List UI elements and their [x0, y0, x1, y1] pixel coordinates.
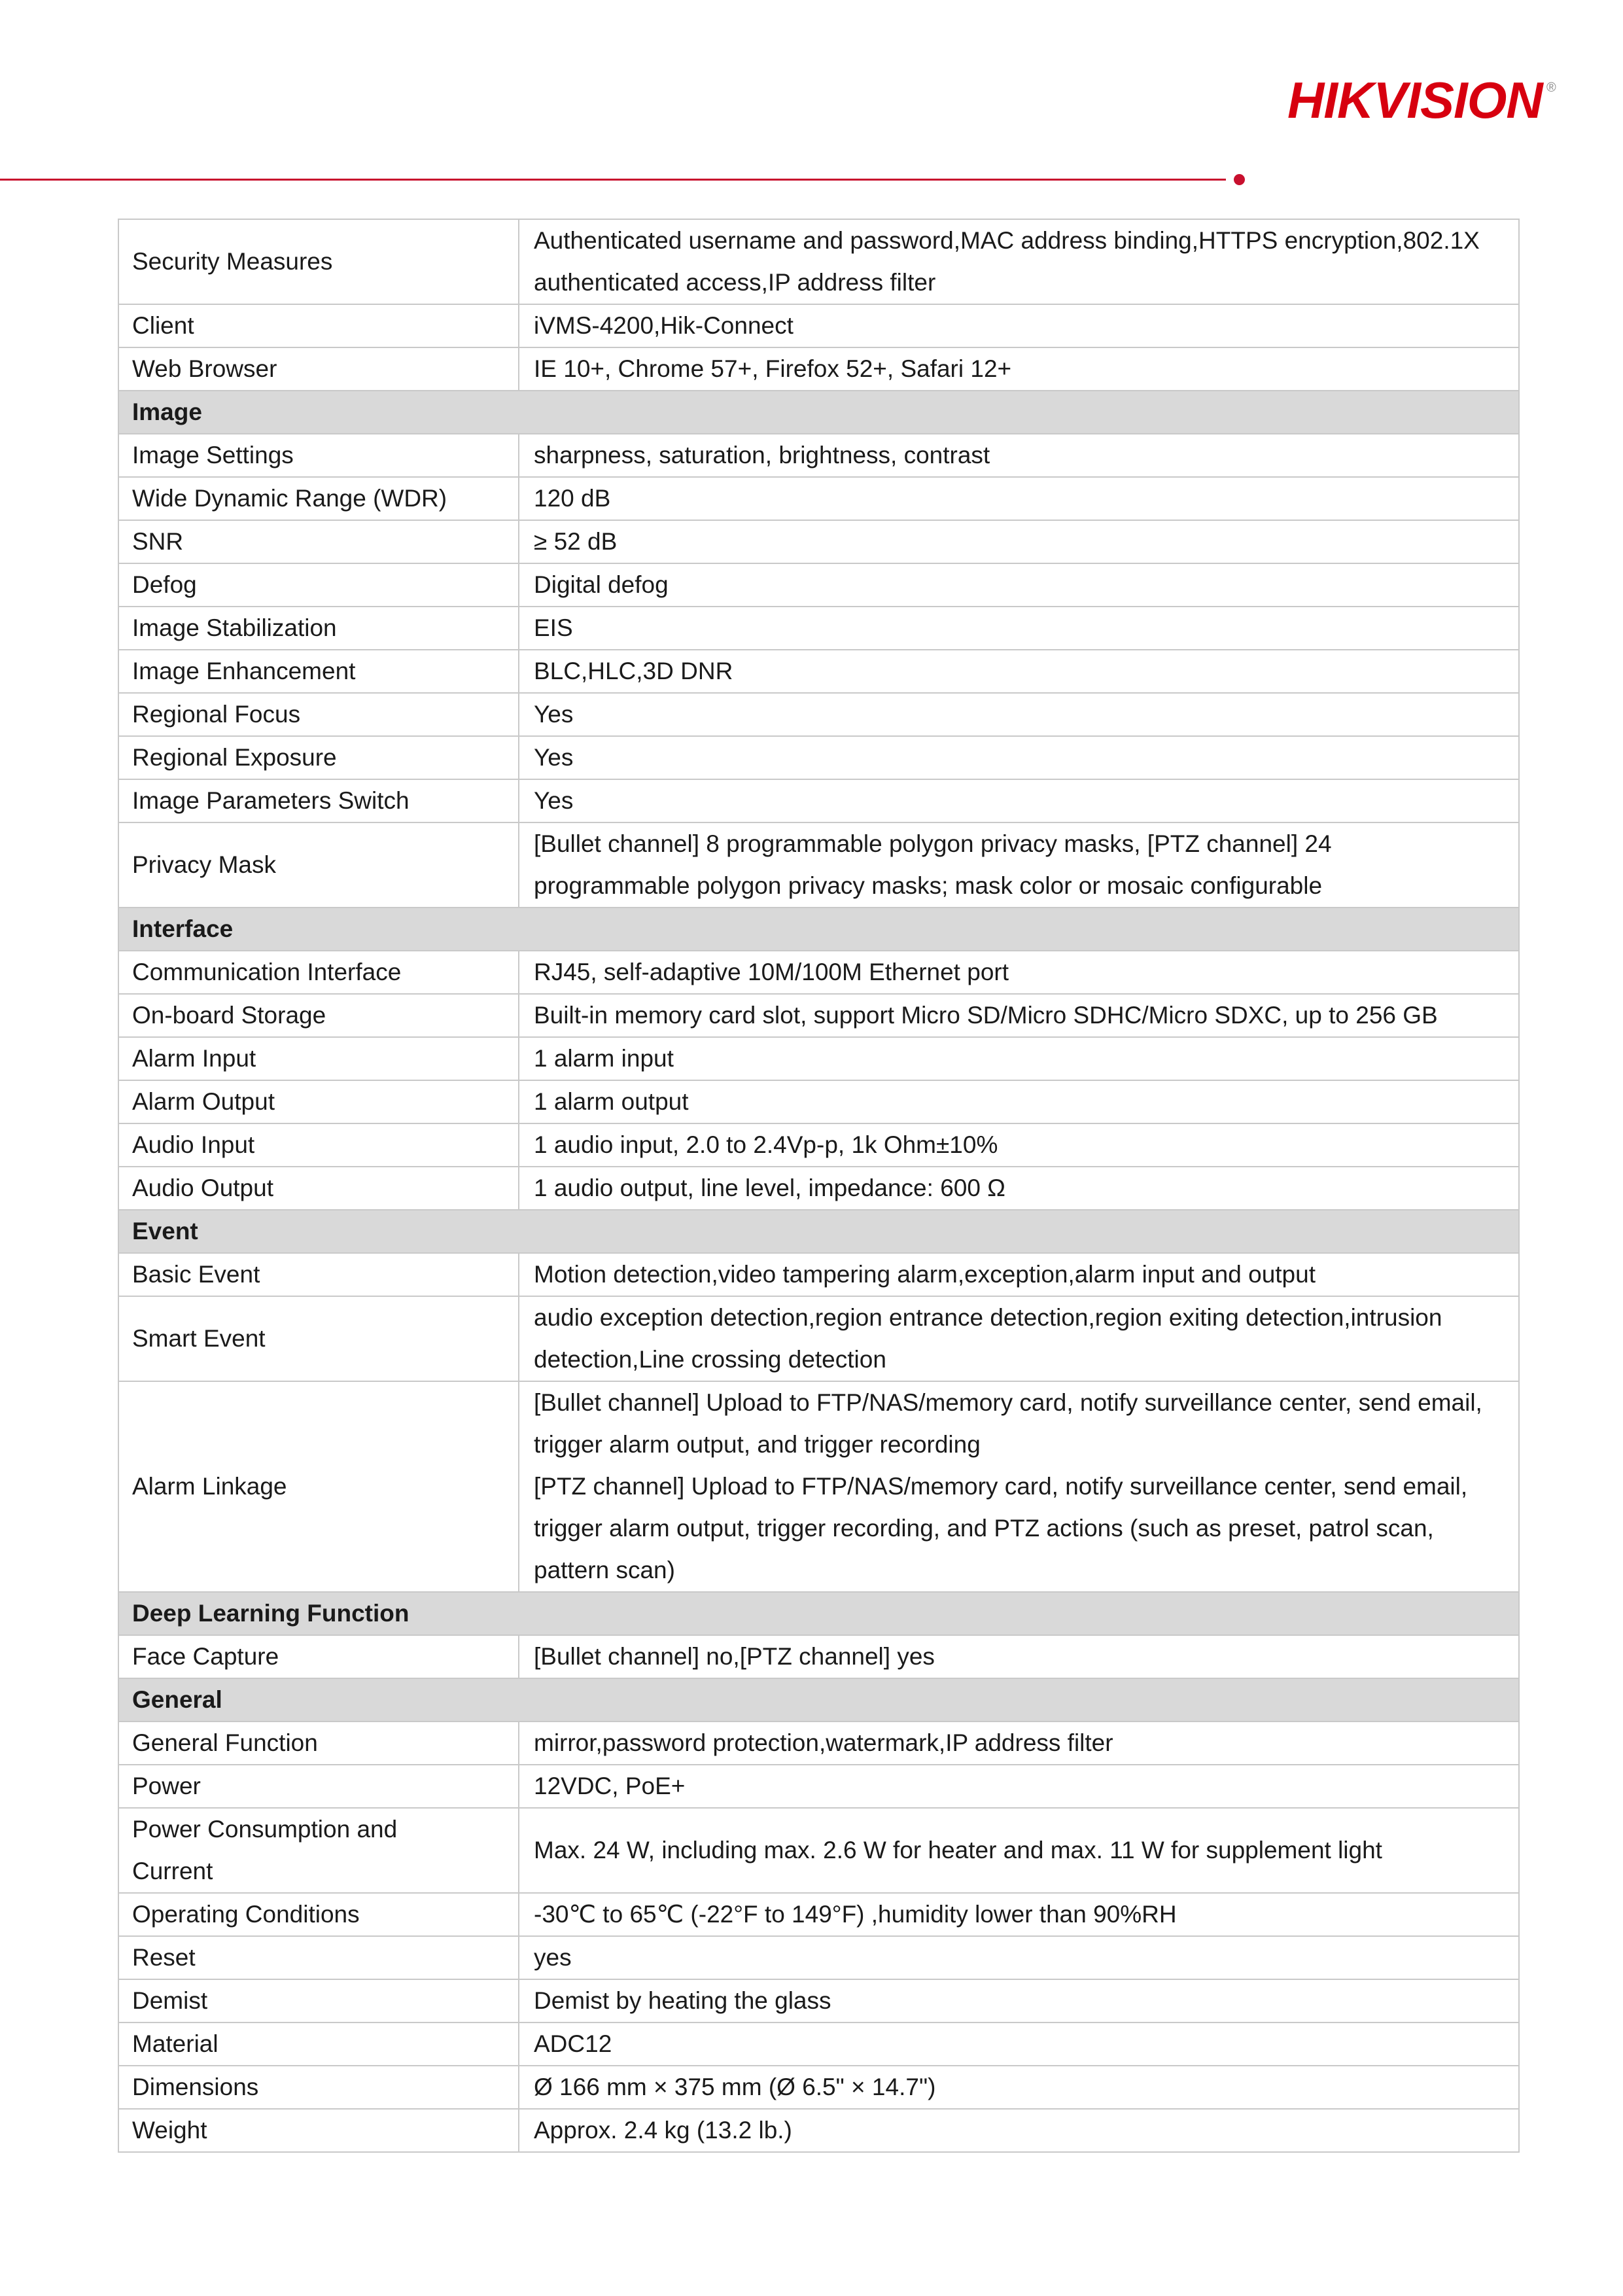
- spec-label: Audio Output: [119, 1167, 519, 1210]
- spec-value: IE 10+, Chrome 57+, Firefox 52+, Safari 12+: [519, 348, 1520, 391]
- spec-value: [519, 1382, 1520, 1593]
- spec-value: 120 dB: [519, 478, 1520, 521]
- spec-label: Dimensions: [119, 2066, 519, 2110]
- spec-value: sharpness, saturation, brightness, contrast: [519, 434, 1520, 478]
- spec-value: 1 alarm output: [519, 1081, 1520, 1124]
- section-row: [119, 391, 1520, 434]
- brand-logo: HIKVISION: [1287, 71, 1543, 129]
- spec-value-paragraph: [PTZ channel] Upload to FTP/NAS/memory card, notify surveillance center, send email, trigger alarm output, trigger recording, and PTZ actions (such as preset, patrol scan, pattern scan): [534, 1473, 1468, 1583]
- spec-label: Privacy Mask: [119, 823, 519, 908]
- spec-value: Motion detection,video tampering alarm,exception,alarm input and output: [519, 1254, 1520, 1297]
- spec-value: Yes: [519, 737, 1520, 780]
- spec-value: ADC12: [519, 2023, 1520, 2066]
- spec-value: Yes: [519, 780, 1520, 823]
- section-header: Image: [119, 391, 1520, 434]
- spec-row: [119, 1038, 1520, 1081]
- spec-row: [119, 650, 1520, 694]
- spec-row: [119, 995, 1520, 1038]
- spec-row: [119, 1297, 1520, 1382]
- spec-row: [119, 478, 1520, 521]
- spec-row: [119, 1937, 1520, 1980]
- spec-value: iVMS-4200,Hik-Connect: [519, 305, 1520, 348]
- registered-mark: ®: [1546, 80, 1556, 95]
- spec-value: 1 audio output, line level, impedance: 600 Ω: [519, 1167, 1520, 1210]
- spec-row: [119, 521, 1520, 564]
- spec-label: Basic Event: [119, 1254, 519, 1297]
- spec-value: BLC,HLC,3D DNR: [519, 650, 1520, 694]
- spec-row: [119, 1167, 1520, 1210]
- spec-row: [119, 1081, 1520, 1124]
- spec-row: [119, 1722, 1520, 1765]
- spec-value-paragraph: [Bullet channel] Upload to FTP/NAS/memory card, notify surveillance center, send email, trigger alarm output, and trigger recording: [534, 1389, 1482, 1458]
- spec-label: Image Parameters Switch: [119, 780, 519, 823]
- spec-row: [119, 434, 1520, 478]
- spec-value: Approx. 2.4 kg (13.2 lb.): [519, 2110, 1520, 2153]
- spec-value: mirror,password protection,watermark,IP address filter: [519, 1722, 1520, 1765]
- spec-value: ≥ 52 dB: [519, 521, 1520, 564]
- spec-label: Smart Event: [119, 1297, 519, 1382]
- spec-row: [119, 2110, 1520, 2153]
- spec-label: Alarm Input: [119, 1038, 519, 1081]
- section-header: Deep Learning Function: [119, 1593, 1520, 1636]
- spec-row: [119, 1124, 1520, 1167]
- spec-value: EIS: [519, 607, 1520, 650]
- spec-label: General Function: [119, 1722, 519, 1765]
- spec-label: Power Consumption and Current: [119, 1809, 519, 1894]
- spec-label: Material: [119, 2023, 519, 2066]
- spec-label: Web Browser: [119, 348, 519, 391]
- section-row: [119, 1593, 1520, 1636]
- spec-label: Alarm Output: [119, 1081, 519, 1124]
- spec-row: [119, 1636, 1520, 1679]
- spec-label: Demist: [119, 1980, 519, 2023]
- spec-row: [119, 1254, 1520, 1297]
- section-row: [119, 1210, 1520, 1254]
- spec-row: [119, 1894, 1520, 1937]
- spec-value: RJ45, self-adaptive 10M/100M Ethernet port: [519, 951, 1520, 995]
- spec-value: 1 audio input, 2.0 to 2.4Vp-p, 1k Ohm±10%: [519, 1124, 1520, 1167]
- spec-label: Audio Input: [119, 1124, 519, 1167]
- spec-value: -30℃ to 65℃ (-22°F to 149°F) ,humidity lower than 90%RH: [519, 1894, 1520, 1937]
- spec-row: [119, 220, 1520, 305]
- spec-label: Client: [119, 305, 519, 348]
- spec-row: [119, 2023, 1520, 2066]
- spec-value: 1 alarm input: [519, 1038, 1520, 1081]
- section-header: General: [119, 1679, 1520, 1722]
- spec-value: yes: [519, 1937, 1520, 1980]
- spec-label: Regional Exposure: [119, 737, 519, 780]
- spec-label: Operating Conditions: [119, 1894, 519, 1937]
- spec-value: Digital defog: [519, 564, 1520, 607]
- spec-value: audio exception detection,region entrance detection,region exiting detection,intrusion detection,Line crossing detection: [519, 1297, 1520, 1382]
- spec-row: [119, 737, 1520, 780]
- spec-row: [119, 694, 1520, 737]
- spec-label: Image Enhancement: [119, 650, 519, 694]
- spec-row: [119, 1382, 1520, 1593]
- section-header: Event: [119, 1210, 1520, 1254]
- spec-label: Image Stabilization: [119, 607, 519, 650]
- spec-row: [119, 1809, 1520, 1894]
- section-row: [119, 1679, 1520, 1722]
- spec-row: [119, 348, 1520, 391]
- spec-label: Image Settings: [119, 434, 519, 478]
- spec-value: Demist by heating the glass: [519, 1980, 1520, 2023]
- spec-value: [Bullet channel] 8 programmable polygon privacy masks, [PTZ channel] 24 programmable polygon privacy masks; mask color or mosaic configurable: [519, 823, 1520, 908]
- spec-label: Defog: [119, 564, 519, 607]
- spec-row: [119, 607, 1520, 650]
- spec-label: Regional Focus: [119, 694, 519, 737]
- spec-value: Yes: [519, 694, 1520, 737]
- spec-row: [119, 2066, 1520, 2110]
- spec-value: 12VDC, PoE+: [519, 1765, 1520, 1809]
- spec-label: Power: [119, 1765, 519, 1809]
- spec-row: [119, 1765, 1520, 1809]
- spec-label: Face Capture: [119, 1636, 519, 1679]
- spec-table: [118, 219, 1520, 2153]
- spec-label: SNR: [119, 521, 519, 564]
- spec-row: [119, 951, 1520, 995]
- section-header: Interface: [119, 908, 1520, 951]
- spec-label: Communication Interface: [119, 951, 519, 995]
- spec-value: Authenticated username and password,MAC address binding,HTTPS encryption,802.1X authenticated access,IP address filter: [519, 220, 1520, 305]
- spec-label: Weight: [119, 2110, 519, 2153]
- spec-row: [119, 564, 1520, 607]
- header-rule-line: [0, 179, 1226, 181]
- spec-value: Max. 24 W, including max. 2.6 W for heater and max. 11 W for supplement light: [519, 1809, 1520, 1894]
- spec-row: [119, 780, 1520, 823]
- spec-label: Reset: [119, 1937, 519, 1980]
- spec-label: Wide Dynamic Range (WDR): [119, 478, 519, 521]
- spec-label: Alarm Linkage: [119, 1382, 519, 1593]
- spec-value: Ø 166 mm × 375 mm (Ø 6.5" × 14.7"): [519, 2066, 1520, 2110]
- spec-row: [119, 305, 1520, 348]
- spec-value: [Bullet channel] no,[PTZ channel] yes: [519, 1636, 1520, 1679]
- section-row: [119, 908, 1520, 951]
- spec-value: Built-in memory card slot, support Micro SD/Micro SDHC/Micro SDXC, up to 256 GB: [519, 995, 1520, 1038]
- spec-row: [119, 1980, 1520, 2023]
- header-rule-dot: [1234, 174, 1245, 185]
- spec-label: On-board Storage: [119, 995, 519, 1038]
- spec-label: Security Measures: [119, 220, 519, 305]
- spec-row: [119, 823, 1520, 908]
